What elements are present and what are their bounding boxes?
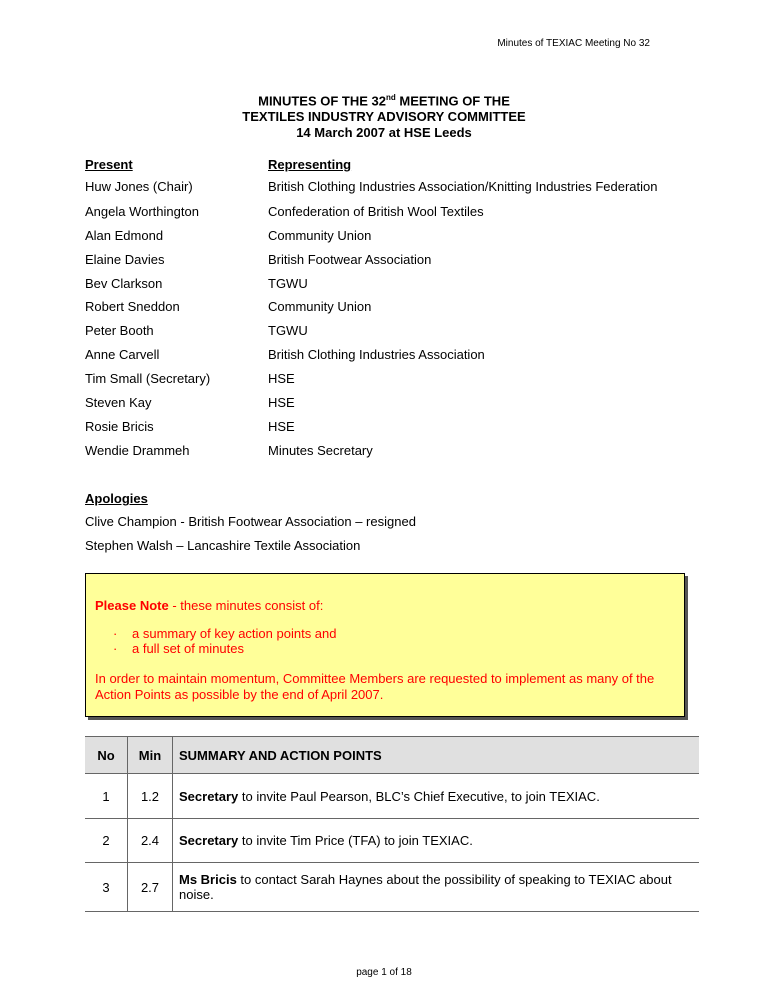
action-min: 2.4 xyxy=(128,819,173,863)
attendee-row xyxy=(0,323,768,343)
attendee-name: Robert Sneddon xyxy=(85,299,180,314)
attendee-representing: Confederation of British Wool Textiles xyxy=(268,204,484,219)
action-description: to invite Tim Price (TFA) to join TEXIAC. xyxy=(238,833,473,848)
title-ordinal-suffix: nd xyxy=(385,93,396,102)
action-no: 2 xyxy=(85,819,128,863)
action-text xyxy=(173,774,700,819)
attendee-name: Bev Clarkson xyxy=(85,276,163,291)
action-text xyxy=(173,863,700,912)
representing-heading: Representing xyxy=(268,157,352,172)
action-owner: Secretary xyxy=(179,788,239,804)
apologies-heading: Apologies xyxy=(85,491,148,506)
action-description: to invite Paul Pearson, BLC’s Chief Executive, to join TEXIAC. xyxy=(238,788,600,804)
action-owner: Ms Bricis xyxy=(179,872,237,887)
action-description: to contact Sarah Haynes about the possibility of speaking to TEXIAC about noise. xyxy=(179,872,672,902)
attendee-representing: HSE xyxy=(268,371,295,386)
attendee-row xyxy=(0,179,768,199)
action-min: 1.2 xyxy=(128,774,173,819)
table-header-row xyxy=(85,737,699,774)
attendee-name: Anne Carvell xyxy=(85,347,160,362)
attendee-name: Wendie Drammeh xyxy=(85,443,190,458)
page-title xyxy=(0,90,768,141)
attendee-name: Angela Worthington xyxy=(85,204,199,219)
attendee-name: Alan Edmond xyxy=(85,228,164,243)
attendee-row xyxy=(0,371,768,391)
note-intro-text: - these minutes consist of: xyxy=(168,598,324,613)
action-text xyxy=(173,819,700,863)
attendee-representing: British Clothing Industries Association xyxy=(268,347,485,362)
attendee-name: Huw Jones (Chair) xyxy=(85,179,193,194)
action-no: 1 xyxy=(85,774,128,819)
attendee-row xyxy=(0,204,768,224)
bullet-glyph: · xyxy=(113,641,118,656)
note-bullet-item: a summary of key action points and xyxy=(132,626,337,641)
attendee-row xyxy=(0,395,768,415)
title-line1-pre: MINUTES OF THE 32 xyxy=(258,93,386,109)
attendee-representing: British Footwear Association xyxy=(268,252,432,267)
attendee-representing: HSE xyxy=(268,395,295,410)
attendee-row xyxy=(0,276,768,296)
note-paragraph-line1: In order to maintain momentum, Committee Members are requested to implement as many of the xyxy=(95,671,655,686)
note-bullet-item: a full set of minutes xyxy=(132,641,244,656)
attendee-row xyxy=(0,252,768,272)
running-header: Minutes of TEXIAC Meeting No 32 xyxy=(497,38,650,49)
header-summary: SUMMARY AND ACTION POINTS xyxy=(173,737,700,774)
attendee-row xyxy=(0,419,768,439)
table-row xyxy=(85,863,699,912)
note-bold-label: Please Note xyxy=(95,598,169,613)
attendee-row xyxy=(0,443,768,463)
note-intro xyxy=(95,598,323,613)
attendee-name: Rosie Bricis xyxy=(85,419,154,434)
present-heading: Present xyxy=(85,157,133,172)
page-number: page 1 of 18 xyxy=(356,967,412,978)
attendee-representing: Community Union xyxy=(268,299,372,314)
action-no: 3 xyxy=(85,863,128,912)
action-owner: Secretary xyxy=(179,833,239,848)
please-note-box xyxy=(85,573,685,717)
header-min: Min xyxy=(128,737,173,774)
attendee-name: Tim Small (Secretary) xyxy=(85,371,211,386)
table-row xyxy=(85,819,699,863)
attendee-name: Peter Booth xyxy=(85,323,154,338)
table-row xyxy=(85,774,699,819)
title-line2: TEXTILES INDUSTRY ADVISORY COMMITTEE xyxy=(242,109,526,125)
title-line3: 14 March 2007 at HSE Leeds xyxy=(296,125,472,141)
attendee-representing: HSE xyxy=(268,419,295,434)
apology-item: Stephen Walsh – Lancashire Textile Association xyxy=(85,538,361,553)
attendee-representing: Community Union xyxy=(268,228,372,243)
apology-item: Clive Champion - British Footwear Association – resigned xyxy=(85,514,416,529)
attendee-row xyxy=(0,347,768,367)
title-line1-post: MEETING OF THE xyxy=(395,93,510,109)
attendee-representing: TGWU xyxy=(268,276,308,291)
attendee-row xyxy=(0,299,768,319)
attendee-representing: British Clothing Industries Association/Knitting Industries Federation xyxy=(268,179,658,194)
note-paragraph-line2: Action Points as possible by the end of April 2007. xyxy=(95,687,384,702)
attendee-representing: TGWU xyxy=(268,323,308,338)
action-min: 2.7 xyxy=(128,863,173,912)
attendee-name: Elaine Davies xyxy=(85,252,165,267)
header-no: No xyxy=(85,737,128,774)
attendee-name: Steven Kay xyxy=(85,395,152,410)
action-points-table xyxy=(85,736,699,912)
attendee-row xyxy=(0,228,768,248)
attendee-representing: Minutes Secretary xyxy=(268,443,373,458)
bullet-glyph: · xyxy=(113,626,118,641)
